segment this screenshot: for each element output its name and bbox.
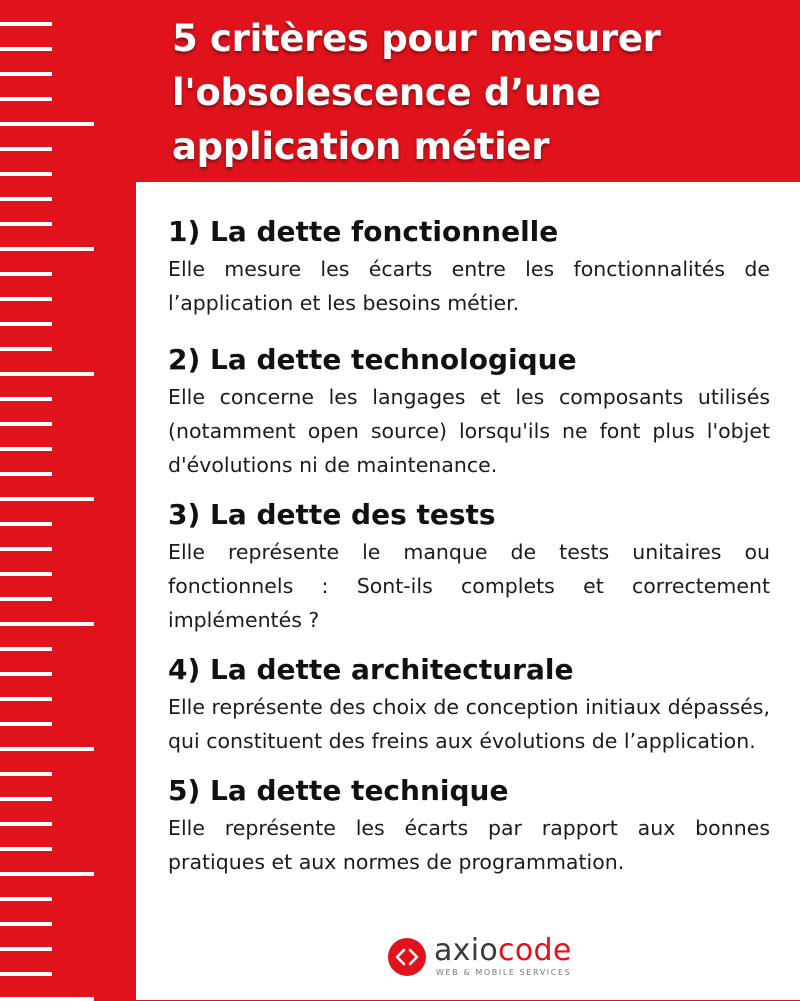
ruler-tick (0, 547, 52, 551)
ruler-tick (0, 747, 94, 751)
ruler-tick (0, 247, 94, 251)
ruler-tick (0, 922, 52, 926)
logo-word-part1: axio (434, 933, 499, 968)
ruler-tick (0, 197, 52, 201)
title-line-1: 5 critères pour mesurer (172, 17, 661, 60)
criterion-heading: 2) La dette technologique (168, 343, 577, 376)
ruler-tick (0, 622, 94, 626)
ruler-tick (0, 322, 52, 326)
criterion-description: Elle représente les écarts par rapport aux bonnes pratiques et aux normes de programmation. (168, 816, 770, 874)
ruler-tick (0, 497, 94, 501)
criterion-description: Elle concerne les langages et les composants utilisés (notamment open source) lorsqu'ils ne font plus l'objet d'évolutions ni de maintenance. (168, 385, 770, 477)
ruler-tick (0, 397, 52, 401)
criterion-5 (168, 771, 770, 879)
ruler-tick (0, 22, 52, 26)
criterion-heading: 5) La dette technique (168, 774, 509, 807)
ruler-tick (0, 172, 52, 176)
ruler-tick (0, 97, 52, 101)
ruler-tick (0, 647, 52, 651)
ruler-tick (0, 972, 52, 976)
ruler-tick (0, 897, 52, 901)
title-line-2: l'obsolescence d’une (172, 71, 601, 114)
logo-wordmark (434, 934, 572, 968)
ruler-tick (0, 372, 94, 376)
title-line-3: application métier (172, 125, 550, 168)
criterion-4 (168, 650, 770, 758)
criterion-description: Elle mesure les écarts entre les fonctionnalités de l’application et les besoins métier. (168, 257, 770, 315)
criterion-heading: 4) La dette architecturale (168, 653, 574, 686)
ruler-tick (0, 122, 94, 126)
ruler-tick (0, 347, 52, 351)
ruler-tick (0, 822, 52, 826)
ruler-decoration (0, 0, 100, 1000)
criterion-2 (168, 340, 770, 482)
code-brackets-icon (388, 938, 426, 976)
ruler-tick (0, 797, 52, 801)
ruler-tick (0, 72, 52, 76)
page-title (172, 12, 782, 174)
ruler-tick (0, 672, 52, 676)
ruler-tick (0, 872, 94, 876)
axiocode-logo (388, 933, 628, 982)
ruler-tick (0, 597, 52, 601)
criteria-list (168, 212, 770, 883)
criterion-1 (168, 212, 770, 320)
ruler-tick (0, 47, 52, 51)
ruler-tick (0, 947, 52, 951)
ruler-tick (0, 472, 52, 476)
criterion-3 (168, 495, 770, 637)
criterion-heading: 1) La dette fonctionnelle (168, 215, 559, 248)
ruler-tick (0, 422, 52, 426)
criterion-description: Elle représente le manque de tests unitaires ou fonctionnels : Sont-ils complets et correctement implémentés ? (168, 540, 770, 632)
criterion-heading: 3) La dette des tests (168, 498, 496, 531)
ruler-tick (0, 222, 52, 226)
ruler-tick (0, 997, 94, 1001)
ruler-tick (0, 572, 52, 576)
ruler-tick (0, 772, 52, 776)
logo-word-part2: code (498, 933, 572, 968)
ruler-tick (0, 272, 52, 276)
ruler-tick (0, 522, 52, 526)
ruler-tick (0, 697, 52, 701)
ruler-tick (0, 722, 52, 726)
ruler-tick (0, 297, 52, 301)
logo-tagline: WEB & MOBILE SERVICES (436, 968, 572, 977)
ruler-tick (0, 847, 52, 851)
ruler-tick (0, 447, 52, 451)
ruler-tick (0, 147, 52, 151)
criterion-description: Elle représente des choix de conception initiaux dépassés, qui constituent des freins aux évolutions de l’application. (168, 695, 770, 753)
